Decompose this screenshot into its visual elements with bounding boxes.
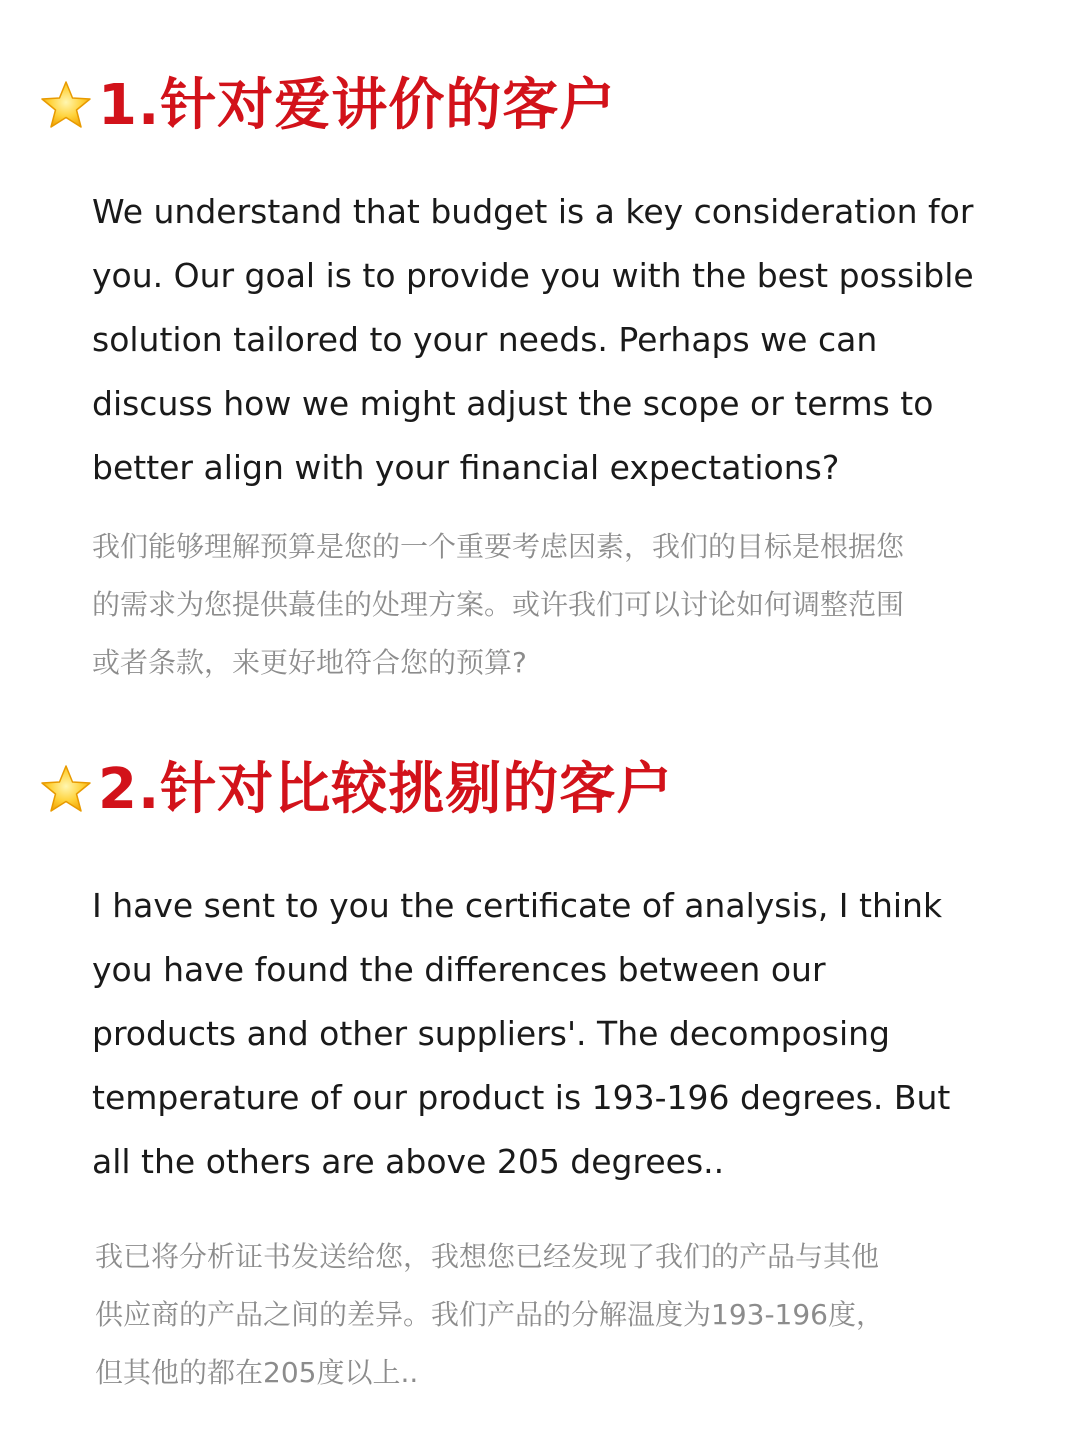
text-line: I have sent to you the certificate of analysis, I think xyxy=(92,886,943,925)
text-line: 我们能够理解预算是您的一个重要考虑因素，我们的目标是根据您 xyxy=(92,530,905,563)
text-line: better align with your financial expectations? xyxy=(92,448,840,487)
section-2-heading xyxy=(38,750,673,830)
text-line: 或者条款，来更好地符合您的预算? xyxy=(92,646,527,679)
text-line: you have found the differences between our xyxy=(92,950,826,989)
text-line: 我已将分析证书发送给您，我想您已经发现了我们的产品与其他 xyxy=(95,1240,880,1273)
text-line: temperature of our product is 193-196 degrees. But xyxy=(92,1078,951,1117)
text-line: 但其他的都在205度以上.. xyxy=(95,1356,419,1389)
chinese-paragraph xyxy=(95,1228,995,1402)
star-icon xyxy=(38,762,94,818)
text-line: 的需求为您提供蕞佳的处理方案。或许我们可以讨论如何调整范围 xyxy=(92,588,905,621)
text-line: you. Our goal is to provide you with the best possible xyxy=(92,256,974,295)
star-icon xyxy=(38,78,94,134)
text-line: We understand that budget is a key consideration for xyxy=(92,192,974,231)
english-paragraph xyxy=(92,874,992,1194)
text-line: discuss how we might adjust the scope or terms to xyxy=(92,384,934,423)
text-line: 供应商的产品之间的差异。我们产品的分解温度为193-196度， xyxy=(95,1298,884,1331)
english-paragraph xyxy=(92,180,992,500)
text-line: solution tailored to your needs. Perhaps we can xyxy=(92,320,878,359)
section-heading: 1.针对爱讲价的客户 xyxy=(98,73,617,138)
section-1-heading xyxy=(38,66,616,146)
text-line: products and other suppliers'. The decomposing xyxy=(92,1014,890,1053)
section-heading: 2.针对比较挑剔的客户 xyxy=(98,757,674,822)
chinese-paragraph xyxy=(92,518,992,692)
text-line: all the others are above 205 degrees.. xyxy=(92,1142,725,1181)
